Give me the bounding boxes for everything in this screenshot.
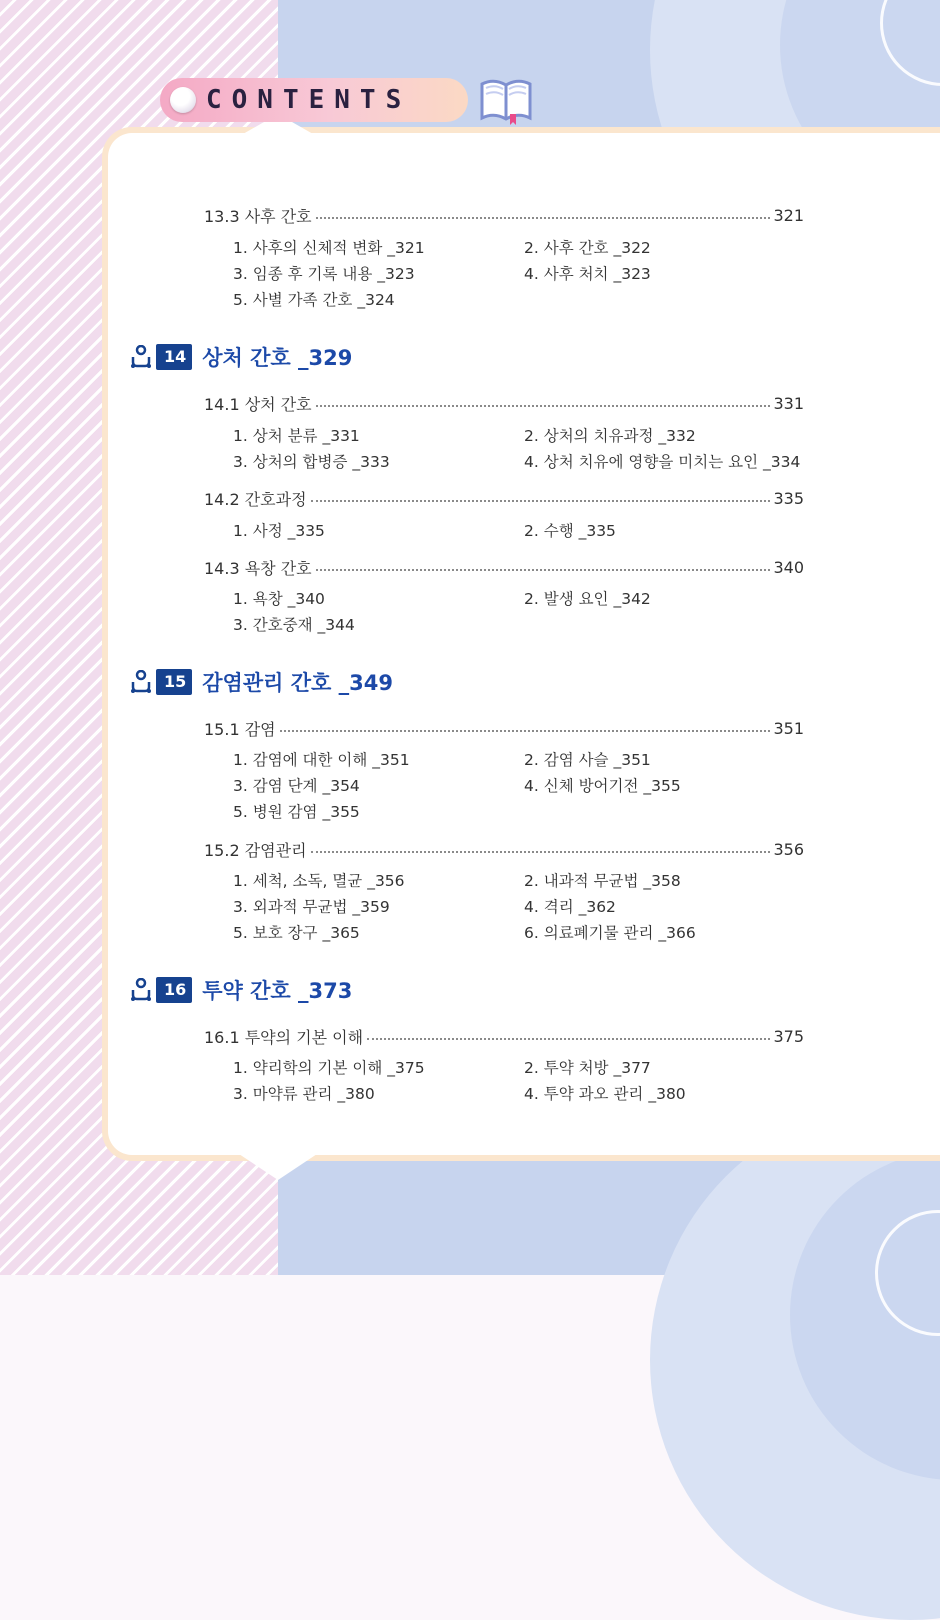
- toc-item[interactable]: 2. 수행 _335: [524, 522, 616, 540]
- section-title: 15.2 감염관리: [204, 840, 307, 860]
- toc-section-14-1[interactable]: [204, 392, 804, 414]
- section-page: 321: [773, 205, 804, 225]
- toc-item[interactable]: 5. 병원 감염 _355: [233, 803, 360, 821]
- toc-item[interactable]: 2. 내과적 무균법 _358: [524, 872, 681, 890]
- toc-item[interactable]: 2. 상처의 치유과정 _332: [524, 427, 696, 445]
- toc-item[interactable]: 2. 감염 사슬 _351: [524, 751, 651, 769]
- toc-section-14-3[interactable]: [204, 556, 804, 578]
- toc-item[interactable]: 3. 외과적 무균법 _359: [233, 898, 390, 916]
- dot-leader: [311, 500, 771, 502]
- section-page: 331: [773, 393, 804, 413]
- section-page: 340: [773, 557, 804, 577]
- dot-leader: [316, 217, 771, 219]
- person-icon: [130, 670, 152, 694]
- dot-leader: [280, 730, 771, 732]
- toc-item[interactable]: 1. 세척, 소독, 멸균 _356: [233, 872, 405, 890]
- chapter-title: 상처 간호 _329: [202, 346, 353, 370]
- section-title: 13.3 사후 간호: [204, 206, 312, 226]
- chapter-title: 감염관리 간호 _349: [202, 671, 393, 695]
- chapter-number-badge: 16: [156, 977, 192, 1003]
- toc-item[interactable]: 1. 감염에 대한 이해 _351: [233, 751, 410, 769]
- toc-item[interactable]: 2. 발생 요인 _342: [524, 590, 651, 608]
- toc-item[interactable]: 4. 투약 과오 관리 _380: [524, 1085, 686, 1103]
- section-title: 15.1 감염: [204, 719, 276, 739]
- toc-item[interactable]: 2. 투약 처방 _377: [524, 1059, 651, 1077]
- toc-item[interactable]: 3. 감염 단계 _354: [233, 777, 360, 795]
- section-title: 14.3 욕창 간호: [204, 558, 312, 578]
- toc-item[interactable]: 2. 사후 간호 _322: [524, 239, 651, 257]
- person-icon: [130, 345, 152, 369]
- toc-section-15-1[interactable]: [204, 717, 804, 739]
- dot-leader: [367, 1038, 770, 1040]
- toc-item[interactable]: 1. 약리학의 기본 이해 _375: [233, 1059, 425, 1077]
- section-page: 356: [773, 839, 804, 859]
- chapter-number-badge: 15: [156, 669, 192, 695]
- toc-item[interactable]: 1. 상처 분류 _331: [233, 427, 360, 445]
- toc-item[interactable]: 4. 격리 _362: [524, 898, 616, 916]
- section-page: 375: [773, 1026, 804, 1046]
- contents-title: CONTENTS: [206, 85, 412, 115]
- toc-item[interactable]: 5. 보호 장구 _365: [233, 924, 360, 942]
- dot-leader: [316, 569, 771, 571]
- chapter-title: 투약 간호 _373: [202, 979, 353, 1003]
- toc-item[interactable]: 1. 사후의 신체적 변화 _321: [233, 239, 425, 257]
- chapter-number-badge: 14: [156, 344, 192, 370]
- toc-item[interactable]: 3. 마약류 관리 _380: [233, 1085, 375, 1103]
- toc-item[interactable]: 3. 임종 후 기록 내용 _323: [233, 265, 415, 283]
- dot-leader: [316, 405, 771, 407]
- toc-section-16-1[interactable]: [204, 1025, 804, 1047]
- toc-item[interactable]: 6. 의료폐기물 관리 _366: [524, 924, 696, 942]
- toc-item[interactable]: 5. 사별 가족 간호 _324: [233, 291, 395, 309]
- section-title: 16.1 투약의 기본 이해: [204, 1027, 364, 1047]
- toc-item[interactable]: 3. 간호중재 _344: [233, 616, 355, 634]
- dot-leader: [311, 851, 771, 853]
- toc-section-14-2[interactable]: [204, 487, 804, 509]
- section-title: 14.1 상처 간호: [204, 394, 312, 414]
- toc-item[interactable]: 4. 신체 방어기전 _355: [524, 777, 681, 795]
- section-page: 351: [773, 718, 804, 738]
- chapter-16-heading[interactable]: [130, 975, 352, 1005]
- toc-item[interactable]: 3. 상처의 합병증 _333: [233, 453, 390, 471]
- person-icon: [130, 978, 152, 1002]
- toc-item[interactable]: 1. 사정 _335: [233, 522, 325, 540]
- toc-item[interactable]: 4. 사후 처치 _323: [524, 265, 651, 283]
- toc-item[interactable]: 1. 욕창 _340: [233, 590, 325, 608]
- toc-section-13-3[interactable]: [204, 204, 804, 226]
- chapter-14-heading[interactable]: [130, 342, 352, 372]
- toc-section-15-2[interactable]: [204, 838, 804, 860]
- toc-item[interactable]: 4. 상처 치유에 영향을 미치는 요인 _334: [524, 453, 801, 471]
- chapter-15-heading[interactable]: [130, 667, 393, 697]
- section-title: 14.2 간호과정: [204, 489, 307, 509]
- section-page: 335: [773, 488, 804, 508]
